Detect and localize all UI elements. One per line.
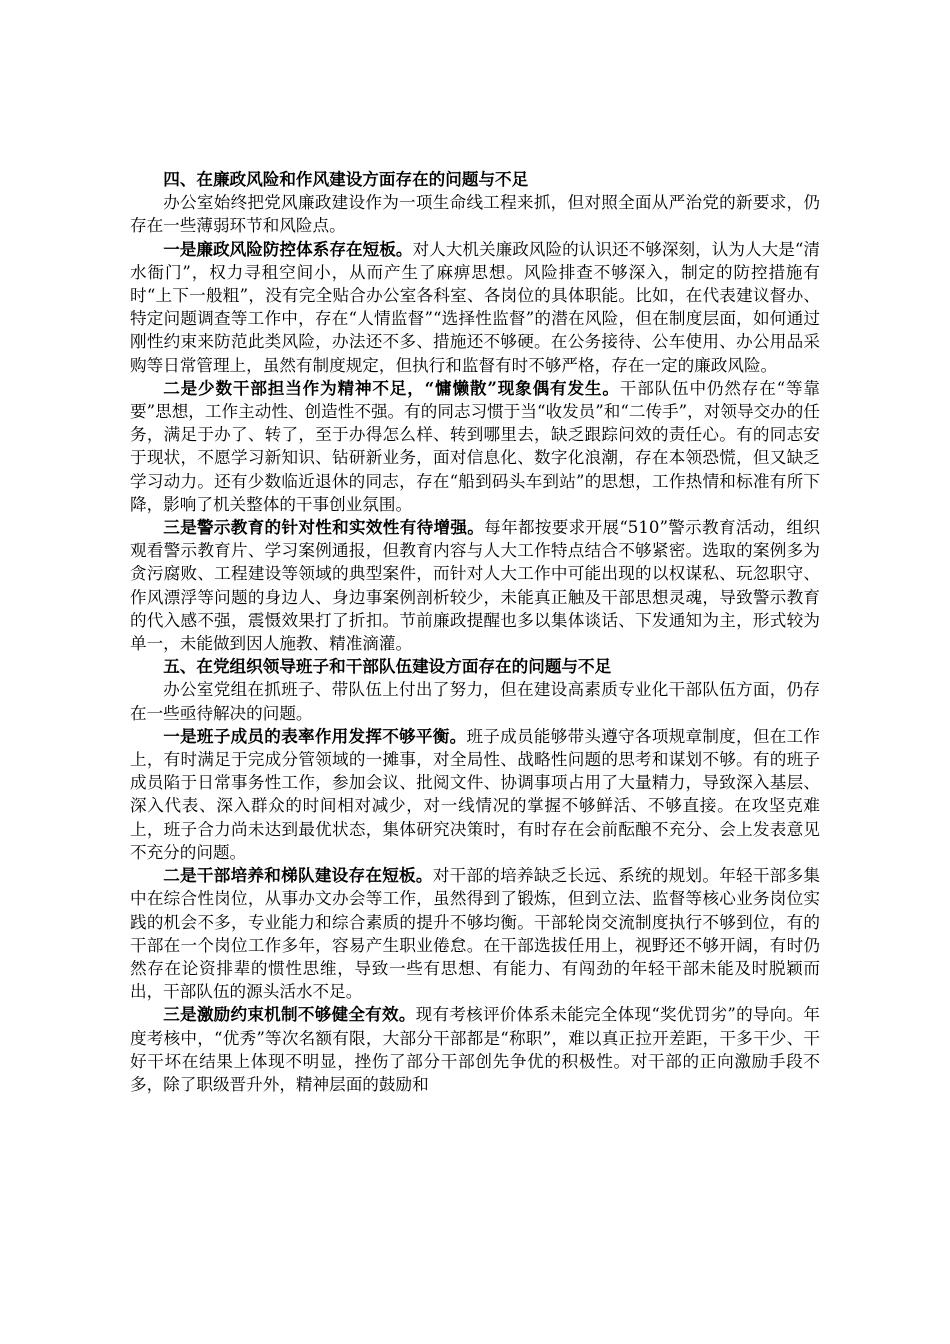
paragraph-text: 现有考核评价体系未能完全体现“奖优罚劣”的导向。年度考核中，“优秀”等次名额有限，大部分干部都是“称职”，难以真正拉开差距，干多干少、干好干坏在结果上体现不明显，挫伤了部分干部创先争优的积极性。对干部的正向激励手段不多，除了职级晋升外，精神层面的鼓励和 [130,1005,821,1094]
paragraph [130,377,820,516]
paragraph-text: 每年都按要求开展“510”警示教育活动，组织观看警示教育片、学习案例通报，但教育内容与人大工作特点结合不够紧密。选取的案例多为贪污腐败、工程建设等领域的典型案件，而针对人大工作中可能出现的以权谋私、玩忽职守、作风漂浮等问题的身边人、身边事案例剖析较少，未能真正触及干部思想灵魂，导致警示教育的代入感不强，震慑效果打了折扣。节前廉政提醒也多以集体谈话、下发通知为主，形式较为单一，未能做到因人施教、精准滴灌。 [130,518,821,654]
paragraph-lead: 二是少数干部担当作为精神不足，“慵懒散”现象偶有发生。 [163,377,620,398]
paragraph-text: 办公室党组在抓班子、带队伍上付出了努力，但在建设高素质专业化干部队伍方面，仍存在一些亟待解决的问题。 [130,680,820,723]
paragraph-text: 干部队伍中仍然存在“等靠要”思想，工作主动性、创造性不强。有的同志习惯于当“收发员”和“二传手”，对领导交办的任务，满足于办了、转了，至于办得怎么样、转到哪里去，缺乏跟踪问效的责任心。有的同志安于现状，不愿学习新知识、钻研新业务，面对信息化、数字化浪潮，存在本领恐慌，但又缺乏学习动力。还有少数临近退休的同志，存在“船到码头车到站”的思想，工作热情和标准有所下降，影响了机关整体的干事创业氛围。 [130,378,821,514]
paragraph-text: 对干部的培养缺乏长远、系统的规划。年轻干部多集中在综合性岗位，从事办文办会等工作，虽然得到了锻炼，但到立法、监督等核心业务岗位实践的机会不多，专业能力和综合素质的提升不够均衡。干部轮岗交流制度执行不够到位，有的干部在一个岗位工作多年，容易产生职业倦怠。在干部选拔任用上，视野还不够开阔，有时仍然存在论资排辈的惯性思维，导致一些有思想、有能力、有闯劲的年轻干部未能及时脱颖而出，干部队伍的源头活水不足。 [130,866,821,1002]
paragraph-text: 办公室始终把党风廉政建设作为一项生命线工程来抓，但对照全面从严治党的新要求，仍存在一些薄弱环节和风险点。 [130,193,820,236]
section-five-heading: 五、在党组织领导班子和干部队伍建设方面存在的问题与不足 [163,656,612,677]
paragraph-text: 班子成员能够带头遵守各项规章制度，但在工作上，有时满足于完成分管领域的一摊事，对全局性、战略性问题的思考和谋划不够。有的班子成员陷于日常事务性工作，参加会议、批阅文件、协调事项占用了大量精力，导致深入基层、深入代表、深入群众的时间相对减少，对一线情况的掌握不够鲜活、不够直接。在攻坚克难上，班子合力尚未达到最优状态，集体研究决策时，有时存在会前酝酿不充分、会上发表意见不充分的问题。 [130,726,821,862]
paragraph [130,191,820,237]
paragraph-lead: 一是班子成员的表率作用发挥不够平衡。 [163,725,467,746]
paragraph-lead: 一是廉政风险防控体系存在短板。 [163,238,413,259]
paragraph [130,725,820,864]
paragraph [130,238,820,377]
paragraph-lead: 三是警示教育的针对性和实效性有待增强。 [163,517,485,538]
paragraph-text: 对人大机关廉政风险的认识还不够深刻，认为人大是“清水衙门”，权力寻租空间小，从而产生了麻痹思想。风险排查不够深入，制定的防控措施有时“上下一般粗”，没有完全贴合办公室各科室、各岗位的具体职能。比如，在代表建议督办、特定问题调查等工作中，存在“人情监督”“选择性监督”的潜在风险，但在制度层面，如何通过刚性约束来防范此类风险，办法还不多、措施还不够硬。在公务接待、公车使用、办公用品采购等日常管理上，虽然有制度规定，但执行和监督有时不够严格，存在一定的廉政风险。 [130,239,820,375]
paragraph [130,864,820,1003]
paragraph [130,678,820,724]
section-four-heading: 四、在廉政风险和作风建设方面存在的问题与不足 [163,169,529,189]
paragraph [130,516,820,655]
paragraph-lead: 三是激励约束机制不够健全有效。 [163,1004,416,1025]
document-page [130,168,820,1096]
paragraph-lead: 二是干部培养和梯队建设存在短板。 [163,865,433,886]
paragraph [130,1003,820,1096]
